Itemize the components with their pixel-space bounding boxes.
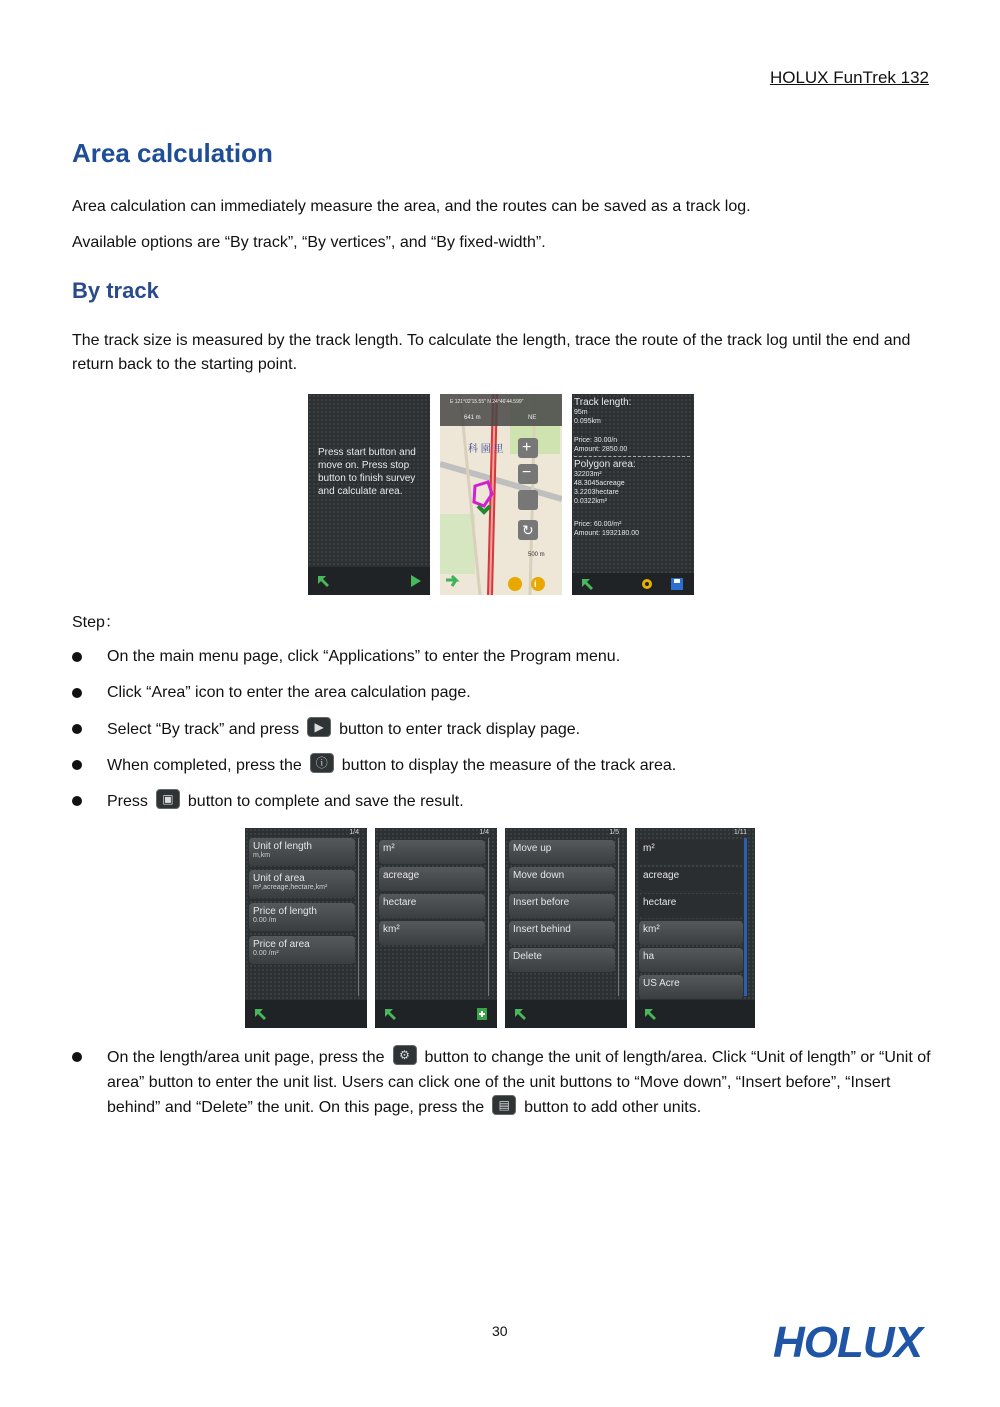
scrollbar[interactable] (488, 838, 495, 996)
gear-button-icon: ⚙ (393, 1045, 417, 1065)
unit-item[interactable]: US Acre (639, 975, 743, 999)
step-2: Click “Area” icon to enter the area calculation page. (107, 684, 471, 701)
zoom-out-icon[interactable]: − (522, 464, 532, 481)
bottom-bar (635, 1000, 755, 1028)
scrollbar[interactable] (358, 838, 365, 996)
map-heading: NE (528, 415, 537, 421)
scrollbar[interactable] (618, 838, 625, 996)
map-distance: 641 m (464, 415, 481, 421)
price-of-length-button[interactable]: Price of length 0.00 /m (249, 903, 355, 931)
start-play-icon[interactable] (408, 574, 422, 588)
bullet (72, 1052, 82, 1062)
bottom-bar (505, 1000, 627, 1028)
unit-of-area-button[interactable]: Unit of area m²,acreage,hectare,km² (249, 870, 355, 898)
bullet (72, 724, 82, 734)
zoom-in-icon[interactable]: + (522, 439, 532, 456)
unit-item[interactable]: ha (639, 948, 743, 972)
add-unit-screen (635, 828, 755, 1028)
start-instructions: Press start button and move on. Press stop button to finish survey and calculate area. (318, 447, 416, 497)
price-of-area-button[interactable]: Price of area 0.00 /m² (249, 936, 355, 964)
unit-item[interactable]: acreage (639, 867, 743, 891)
intro-paragraph-1: Area calculation can immediately measure the area, and the routes can be saved as a track log. (72, 198, 751, 215)
price-length: Price: 30.00/n (574, 437, 618, 444)
polygon-area-acreage: 48.3045acreage (574, 480, 625, 487)
page-number: 30 (492, 1323, 508, 1339)
bottom-bar (308, 567, 430, 595)
document-header: HOLUX FunTrek 132 (769, 68, 929, 87)
map-place-label: 科 園 里 (468, 444, 504, 455)
step-3-text-b: button to enter track display page. (339, 721, 581, 738)
bullet (72, 760, 82, 770)
step-1: On the main menu page, click “Applications” to enter the Program menu. (107, 648, 621, 665)
move-up-button[interactable]: Move up (509, 840, 615, 864)
last-step-text-a: On the length/area unit page, press the (107, 1049, 385, 1066)
back-arrow-icon[interactable] (513, 1007, 527, 1021)
track-length-label: Track length: (574, 397, 632, 408)
save-icon[interactable] (670, 577, 684, 591)
insert-before-button[interactable]: Insert before (509, 894, 615, 918)
polygon-area-km2: 0.0322km² (574, 498, 608, 505)
step-3 (107, 717, 580, 742)
unit-of-length-button[interactable]: Unit of length m,km (249, 838, 355, 866)
section-title: Area calculation (72, 138, 273, 168)
holux-logo: HOLUX (773, 1318, 922, 1367)
back-arrow-icon[interactable] (253, 1007, 267, 1021)
bullet (72, 796, 82, 806)
insert-behind-button[interactable]: Insert behind (509, 921, 615, 945)
intro-paragraph-2: Available options are “By track”, “By vertices”, and “By fixed-width”. (72, 234, 546, 251)
page-indicator: 1/4 (479, 829, 489, 836)
step-5 (107, 789, 464, 814)
track-length-m: 95m (574, 409, 588, 416)
unit-item[interactable]: acreage (379, 867, 485, 891)
step-4 (107, 753, 676, 778)
info-button-icon: ⓘ (310, 753, 334, 773)
step-label: Step： (72, 614, 121, 631)
info-icon[interactable]: i (534, 579, 537, 589)
start-screen (308, 394, 430, 595)
page-indicator: 1/11 (733, 829, 747, 836)
unit-item[interactable]: km² (379, 921, 485, 945)
last-step-text-b: button to change the unit of length/area. Click “Unit of length” or “Unit of area” button to enter the unit list. Users can click one of the unit buttons to “Move down”, “Insert before”, “Insert behind” and “Delete” the unit. On this page, press the (107, 1049, 931, 1116)
back-arrow-icon[interactable] (316, 574, 330, 588)
unit-item[interactable]: km² (639, 921, 743, 945)
page-indicator: 1/4 (349, 829, 359, 836)
page-indicator: 1/5 (609, 829, 619, 836)
unit-list-screen (375, 828, 497, 1028)
subsection-description: The track size is measured by the track length. To calculate the length, trace the route of the track log until the end and return back to the starting point. (72, 332, 911, 373)
track-length-km: 0.095km (574, 418, 601, 425)
add-unit-icon[interactable] (475, 1007, 489, 1021)
step-5-text-a: Press (107, 793, 148, 810)
step-5-text-b: button to complete and save the result. (187, 793, 464, 810)
back-arrow-icon[interactable] (383, 1007, 397, 1021)
polygon-area-m2: 32203m² (574, 471, 602, 478)
step-4-text-b: button to display the measure of the track area. (341, 757, 677, 774)
bullet (72, 688, 82, 698)
step-3-text-a: Select “By track” and press (107, 721, 300, 738)
settings-gear-icon[interactable] (640, 577, 654, 591)
price-area: Price: 60.00/m² (574, 521, 622, 528)
unit-item[interactable]: hectare (639, 894, 743, 918)
back-arrow-icon[interactable] (580, 577, 594, 591)
step-4-text-a: When completed, press the (107, 757, 302, 774)
amount-area: Amount: 1932180.00 (574, 530, 639, 537)
rotate-icon[interactable]: ↻ (522, 522, 534, 538)
bottom-bar (572, 573, 694, 595)
bottom-bar (245, 1000, 367, 1028)
unit-item[interactable]: m² (639, 840, 743, 864)
unit-item[interactable]: hectare (379, 894, 485, 918)
back-arrow-icon[interactable] (643, 1007, 657, 1021)
unit-settings-screen (245, 828, 367, 1028)
polygon-area-label: Polygon area: (574, 459, 636, 470)
bullet (72, 652, 82, 662)
delete-button[interactable]: Delete (509, 948, 615, 972)
unit-action-screen (505, 828, 627, 1028)
last-step (107, 1045, 932, 1120)
map-scale: 500 m (528, 552, 545, 558)
move-down-button[interactable]: Move down (509, 867, 615, 891)
bottom-bar (375, 1000, 497, 1028)
unit-item[interactable]: m² (379, 840, 485, 864)
polygon-area-hectare: 3.2203hectare (574, 489, 619, 496)
save-button-icon: ▣ (156, 789, 180, 809)
map-coordinates: E 121°02'15.55" N 24°46'44.599" (450, 399, 524, 405)
subsection-title: By track (72, 278, 159, 303)
map-view[interactable] (440, 394, 562, 595)
play-button-icon: ▶ (307, 717, 331, 737)
map-screen (440, 394, 562, 595)
amount-length: Amount: 2850.00 (574, 446, 628, 453)
result-screen (572, 394, 694, 595)
last-step-text-c: button to add other units. (524, 1099, 702, 1116)
add-button-icon: ▤ (492, 1095, 516, 1115)
scrollbar[interactable] (744, 838, 753, 996)
